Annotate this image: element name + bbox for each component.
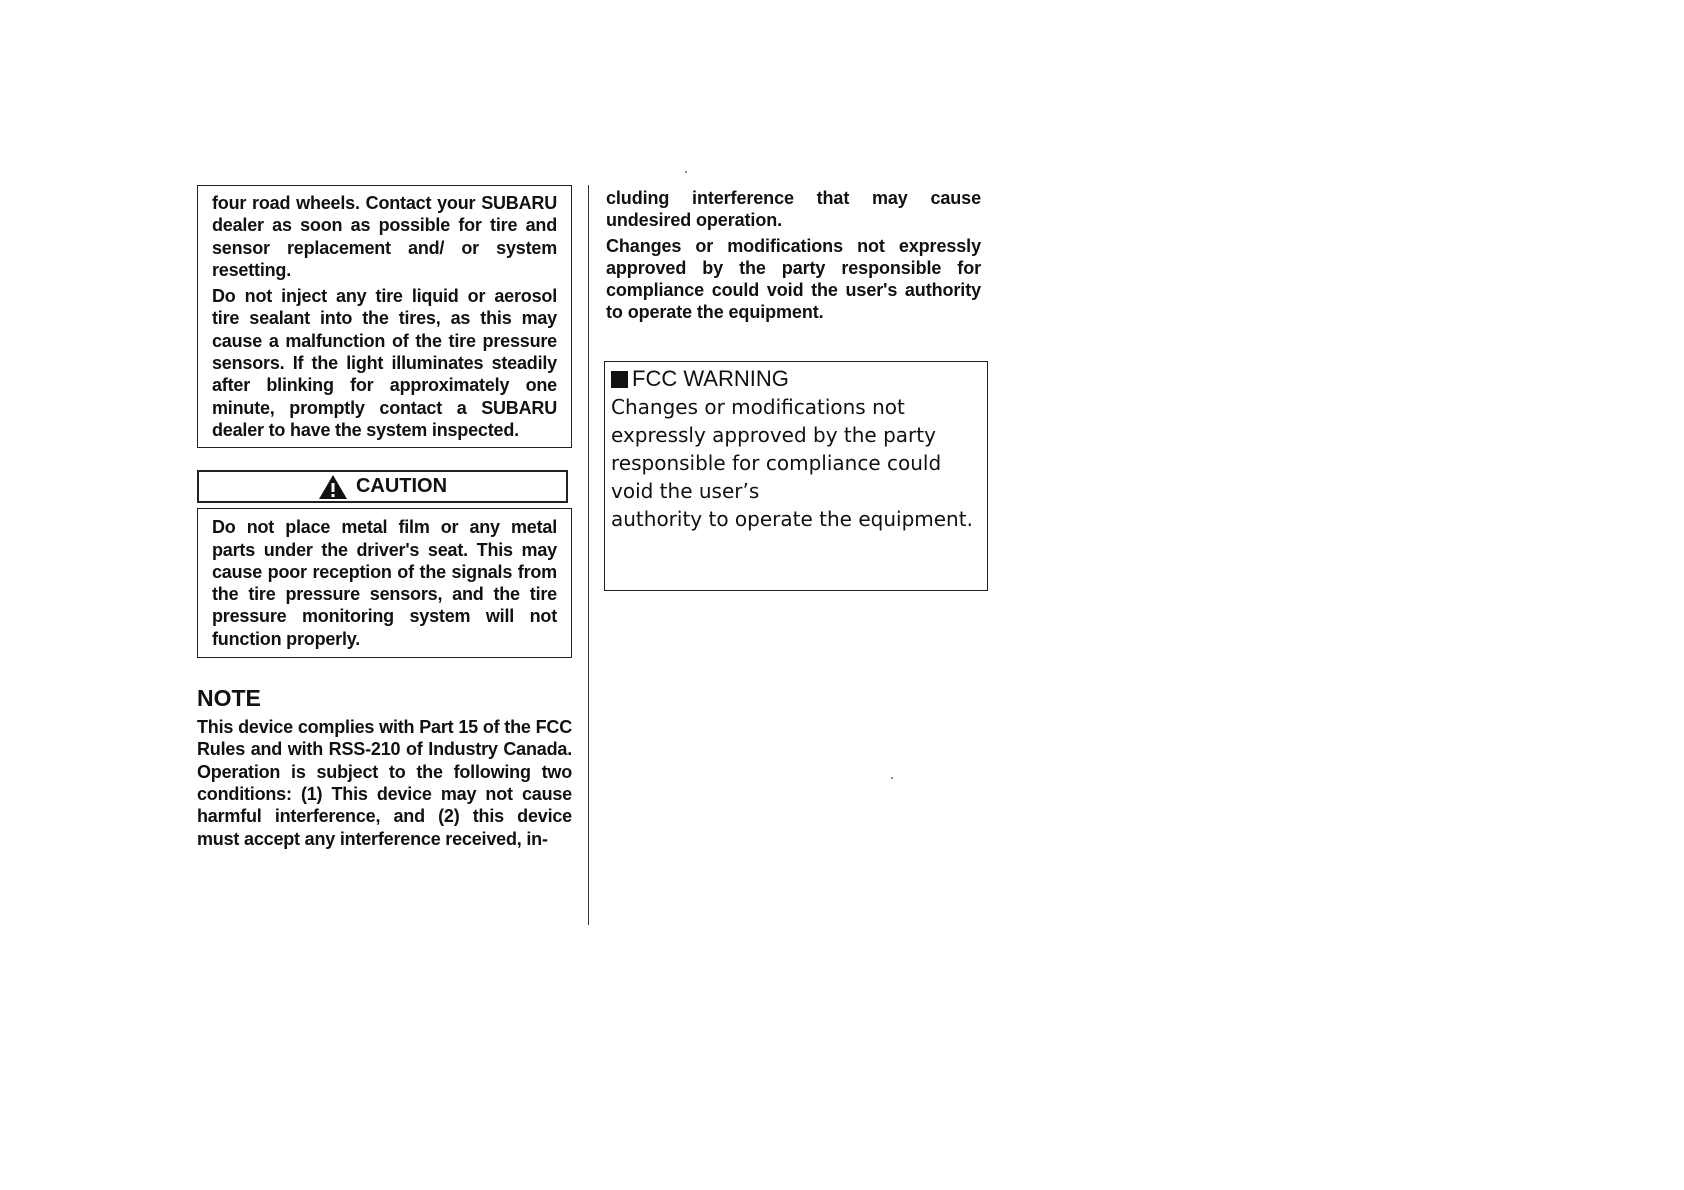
fcc-warning-line: Changes or modifications not [611,395,905,419]
caution-label: CAUTION [355,475,448,498]
warning-paragraph-2: Do not inject any tire liquid or aerosol tire sealant into the tires, as this may cause a malfunction of the tire pressure sensors. If the light illuminates steadily after blinking for approximately one minute, promptly contact a SUBARU dealer to have the system inspected. [212,286,557,440]
warning-paragraph-1: four road wheels. Contact your SUBARU dealer as soon as possible for tire and sensor replacement and/ or system resetting. [212,193,557,280]
right-paragraph-2: Changes or modifications not expressly approved by the party responsible for compliance could void the user's authority to operate the equipment. [606,235,981,323]
caution-text: Do not place metal film or any metal parts under the driver's seat. This may cause poor reception of the signals from the tire pressure sensors, and the tire pressure monitoring system will not function properly. [212,517,557,649]
right-text [606,187,981,324]
fcc-warning-line: expressly approved by the party [611,423,936,447]
fcc-warning-heading: FCC WARNING [632,366,789,391]
fcc-warning-box [604,361,988,591]
warning-triangle-icon [318,474,348,500]
black-square-icon [611,371,628,388]
caution-text-box [197,508,572,658]
note-text: This device complies with Part 15 of the FCC Rules and with RSS-210 of Industry Canada. Operation is subject to the following two conditions: (1) This device may not cause harmful interference, and (2) this device must accept any interference received, in- [197,717,572,849]
caution-header [197,470,568,503]
note-heading: NOTE [197,685,261,712]
fcc-warning-line: void the user’s [611,479,760,503]
column-divider [588,185,589,925]
right-column [606,187,981,324]
scan-speck [685,171,687,173]
scan-speck [891,777,893,779]
right-paragraph-1: cluding interference that may cause undesired operation. [606,188,981,231]
fcc-warning-heading-row [611,365,981,393]
left-column [197,185,572,850]
warning-box [197,185,572,448]
fcc-warning-line: responsible for compliance could [611,451,942,475]
fcc-warning-line: authority to operate the equipment. [611,507,973,531]
